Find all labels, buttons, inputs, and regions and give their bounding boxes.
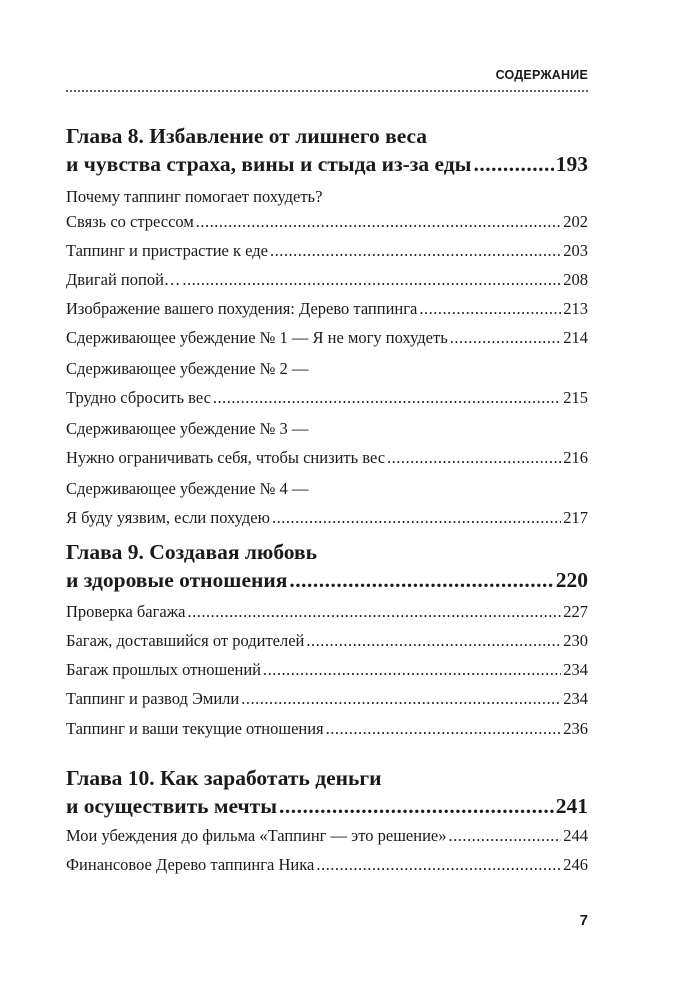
entry-title: Таппинг и ваши текущие отношения xyxy=(66,719,324,738)
entry-page-number: 234 xyxy=(563,660,588,679)
chapter-page-number: 220 xyxy=(555,568,588,592)
entry-title: Финансовое Дерево таппинга Ника xyxy=(66,855,315,874)
entry-page-number: 234 xyxy=(563,689,588,708)
entry-page-number: 215 xyxy=(563,388,588,407)
toc-entry[interactable] xyxy=(66,265,588,294)
entry-title: Мои убеждения до фильма «Таппинг — это решение» xyxy=(66,826,447,845)
entry-title: Почему таппинг помогает похудеть? xyxy=(66,187,323,206)
entry-title-line1: Сдерживающее убеждение № 3 — xyxy=(66,419,309,438)
entry-title: Трудно сбросить вес xyxy=(66,388,211,407)
dot-leader xyxy=(270,236,561,265)
entry-page-number: 227 xyxy=(563,602,588,621)
entry-title: Таппинг и развод Эмили xyxy=(66,689,240,708)
dot-leader xyxy=(272,503,561,532)
entry-page-number: 208 xyxy=(563,270,588,289)
dot-leader xyxy=(448,821,561,850)
dot-leader xyxy=(316,850,561,879)
chapter-title-line1: Глава 10. Как заработать деньги xyxy=(66,766,382,790)
dot-leader xyxy=(241,684,561,713)
entry-title: Двигай попой… xyxy=(66,270,181,289)
dot-leader xyxy=(450,323,562,352)
toc-entry[interactable] xyxy=(66,414,588,472)
dot-leader xyxy=(187,597,561,626)
dot-leader xyxy=(306,626,561,655)
chapter-title-line2: и здоровые отношения xyxy=(66,568,288,592)
toc-entry[interactable] xyxy=(66,821,588,850)
page-number: 7 xyxy=(579,912,588,929)
entry-page-number: 203 xyxy=(563,241,588,260)
toc-entry[interactable] xyxy=(66,207,588,236)
entry-page-number: 217 xyxy=(563,508,588,527)
entry-title-line1: Сдерживающее убеждение № 4 — xyxy=(66,479,309,498)
entry-page-number: 213 xyxy=(563,299,588,318)
toc-entry[interactable] xyxy=(66,626,588,655)
entry-title: Сдерживающее убеждение № 1 — Я не могу похудеть xyxy=(66,328,448,347)
entry-page-number: 236 xyxy=(563,719,588,738)
toc-entry[interactable] xyxy=(66,655,588,684)
chapter-10-heading[interactable] xyxy=(66,764,588,820)
entry-page-number: 246 xyxy=(563,855,588,874)
dot-leader xyxy=(387,443,561,472)
chapter-page-number: 241 xyxy=(555,794,588,818)
entry-page-number: 230 xyxy=(563,631,588,650)
chapter-9-heading[interactable] xyxy=(66,538,588,594)
entry-title: Проверка багажа xyxy=(66,602,186,621)
chapter-title-line1: Глава 9. Создавая любовь xyxy=(66,540,317,564)
chapter-title-line1: Глава 8. Избавление от лишнего веса xyxy=(66,124,428,148)
chapter-8-heading[interactable] xyxy=(66,122,588,178)
dot-leader xyxy=(182,265,561,294)
toc-entry[interactable] xyxy=(66,354,588,412)
toc-entry[interactable] xyxy=(66,684,588,713)
entry-page-number: 244 xyxy=(563,826,588,845)
running-head: СОДЕРЖАНИЕ xyxy=(495,68,588,82)
entry-title: Нужно ограничивать себя, чтобы снизить вес xyxy=(66,448,386,467)
toc-entry[interactable] xyxy=(66,294,588,323)
chapter-title-line2: и чувства страха, вины и стыда из-за еды xyxy=(66,152,472,176)
entry-title: Таппинг и пристрастие к еде xyxy=(66,241,268,260)
dot-leader xyxy=(289,566,553,594)
dotted-rule xyxy=(66,90,588,92)
entry-title: Я буду уязвим, если похудею xyxy=(66,508,270,527)
toc-entry[interactable] xyxy=(66,850,588,879)
dot-leader xyxy=(279,792,554,820)
dot-leader xyxy=(196,207,561,236)
chapter-page-number: 193 xyxy=(555,152,588,176)
dot-leader xyxy=(213,383,561,412)
entry-title: Багаж прошлых отношений xyxy=(66,660,261,679)
dot-leader xyxy=(326,714,562,743)
dot-leader xyxy=(263,655,561,684)
entry-title: Связь со стрессом xyxy=(66,212,194,231)
toc-entry[interactable] xyxy=(66,474,588,532)
entry-title: Изображение вашего похудения: Дерево таппинга xyxy=(66,299,418,318)
toc-entry[interactable] xyxy=(66,597,588,626)
dot-leader xyxy=(419,294,561,323)
entry-page-number: 216 xyxy=(563,448,588,467)
entry-title: Багаж, доставшийся от родителей xyxy=(66,631,305,650)
chapter-title-line2: и осуществить мечты xyxy=(66,794,278,818)
toc-entry[interactable] xyxy=(66,236,588,265)
entry-page-number: 214 xyxy=(563,328,588,347)
toc-entry[interactable] xyxy=(66,323,588,352)
dot-leader xyxy=(473,150,553,178)
entry-title-line1: Сдерживающее убеждение № 2 — xyxy=(66,359,309,378)
toc-entry[interactable] xyxy=(66,714,588,743)
entry-page-number: 202 xyxy=(563,212,588,231)
